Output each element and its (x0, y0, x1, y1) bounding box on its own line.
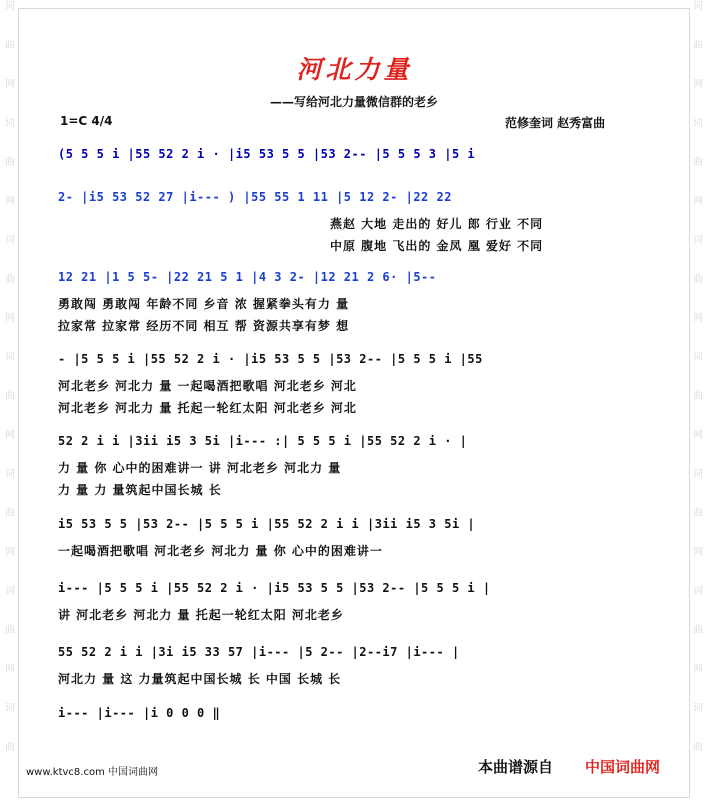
watermark-glyph: 曲 (5, 40, 15, 51)
lyric-line: 力 量 你 心中的困难讲一 讲 河北老乡 河北力 量 (58, 461, 342, 475)
notation-line: i--- |5 5 5 i |55 52 2 i · |i5 53 5 5 |53 2-- |5 5 5 i | (58, 581, 491, 595)
watermark-glyph: 词 (5, 118, 15, 129)
lyric-line: 中原 腹地 飞出的 金凤 凰 爱好 不同 (330, 239, 544, 253)
lyric-line: 河北老乡 河北力 量 一起喝酒把歌唱 河北老乡 河北 (58, 379, 357, 393)
song-title: 河北力量 (296, 55, 413, 84)
watermark-glyph: 曲 (693, 157, 703, 168)
watermark-glyph: 词 (693, 118, 703, 129)
watermark-glyph: 网 (693, 547, 703, 558)
watermark-glyph: 曲 (693, 391, 703, 402)
watermark-glyph: 网 (5, 196, 15, 207)
watermark-glyph: 曲 (693, 742, 703, 753)
lyric-line: 一起喝酒把歌唱 河北老乡 河北力 量 你 心中的困难讲一 (58, 544, 383, 558)
watermark-glyph: 词 (693, 235, 703, 246)
notation-line: 55 52 2 i i |3i i5 33 57 |i--- |5 2-- |2--i7 |i--- | (58, 645, 460, 659)
watermark-left (2, 0, 18, 780)
watermark-glyph: 网 (5, 664, 15, 675)
watermark-glyph: 曲 (5, 157, 15, 168)
notation-line: 2- |i5 53 52 27 |i--- ) |55 55 1 11 |5 12 2- |22 22 (58, 190, 452, 204)
watermark-glyph: 网 (5, 313, 15, 324)
watermark-glyph: 词 (693, 703, 703, 714)
lyric-line: 讲 河北老乡 河北力 量 托起一轮红太阳 河北老乡 (58, 608, 344, 622)
notation-line: - |5 5 5 i |55 52 2 i · |i5 53 5 5 |53 2-- |5 5 5 i |55 (58, 352, 483, 366)
watermark-glyph: 网 (693, 664, 703, 675)
notation-line: 12 21 |1 5 5- |22 21 5 1 |4 3 2- |12 21 2 6· |5-- (58, 270, 437, 284)
watermark-glyph: 网 (5, 547, 15, 558)
watermark-glyph: 曲 (693, 40, 703, 51)
key-signature: 1=C 4/4 (60, 114, 113, 128)
watermark-glyph: 网 (693, 79, 703, 90)
lyric-line: 力 量 力 量筑起中国长城 长 (58, 483, 222, 497)
watermark-glyph: 曲 (693, 625, 703, 636)
watermark-glyph: 网 (5, 430, 15, 441)
watermark-glyph: 曲 (5, 508, 15, 519)
watermark-glyph: 词 (693, 352, 703, 363)
lyric-line: 河北老乡 河北力 量 托起一轮红太阳 河北老乡 河北 (58, 401, 357, 415)
watermark-glyph: 网 (693, 313, 703, 324)
notation-line: (5 5 5 i |55 52 2 i · |i5 53 5 5 |53 2-- |5 5 5 3 |5 i (58, 147, 476, 161)
watermark-right (690, 0, 706, 780)
watermark-glyph: 词 (5, 469, 15, 480)
watermark-glyph: 词 (5, 352, 15, 363)
watermark-glyph: 曲 (5, 742, 15, 753)
song-subtitle: ——写给河北力量微信群的老乡 (270, 95, 439, 109)
footer-network: 中国词曲网 (585, 758, 661, 776)
watermark-glyph: 曲 (5, 625, 15, 636)
lyric-line: 勇敢闯 勇敢闯 年龄不同 乡音 浓 握紧拳头有力 量 (58, 297, 350, 311)
footer-url: www.ktvc8.com 中国词曲网 (26, 767, 159, 778)
song-credits: 范修奎词 赵秀富曲 (505, 116, 606, 130)
lyric-line: 拉家常 拉家常 经历不同 相互 帮 资源共享有梦 想 (58, 319, 350, 333)
notation-line: i--- |i--- |i 0 0 0 ‖ (58, 706, 221, 720)
watermark-glyph: 词 (5, 1, 15, 12)
watermark-glyph: 网 (5, 79, 15, 90)
watermark-glyph: 网 (693, 196, 703, 207)
watermark-glyph: 词 (693, 1, 703, 12)
notation-line: 52 2 i i |3ii i5 3 5i |i--- :| 5 5 5 i |55 52 2 i · | (58, 434, 468, 448)
watermark-glyph: 词 (693, 586, 703, 597)
lyric-line: 河北力 量 这 力量筑起中国长城 长 中国 长城 长 (58, 672, 342, 686)
watermark-glyph: 词 (5, 586, 15, 597)
watermark-glyph: 曲 (693, 508, 703, 519)
watermark-glyph: 曲 (5, 391, 15, 402)
watermark-glyph: 网 (693, 430, 703, 441)
footer-source: 本曲谱源自 (478, 758, 554, 776)
watermark-glyph: 词 (5, 703, 15, 714)
watermark-glyph: 词 (693, 469, 703, 480)
watermark-glyph: 曲 (693, 274, 703, 285)
notation-line: i5 53 5 5 |53 2-- |5 5 5 i |55 52 2 i i |3ii i5 3 5i | (58, 517, 476, 531)
watermark-glyph: 曲 (5, 274, 15, 285)
watermark-glyph: 词 (5, 235, 15, 246)
lyric-line: 燕赵 大地 走出的 好儿 郎 行业 不同 (330, 217, 544, 231)
